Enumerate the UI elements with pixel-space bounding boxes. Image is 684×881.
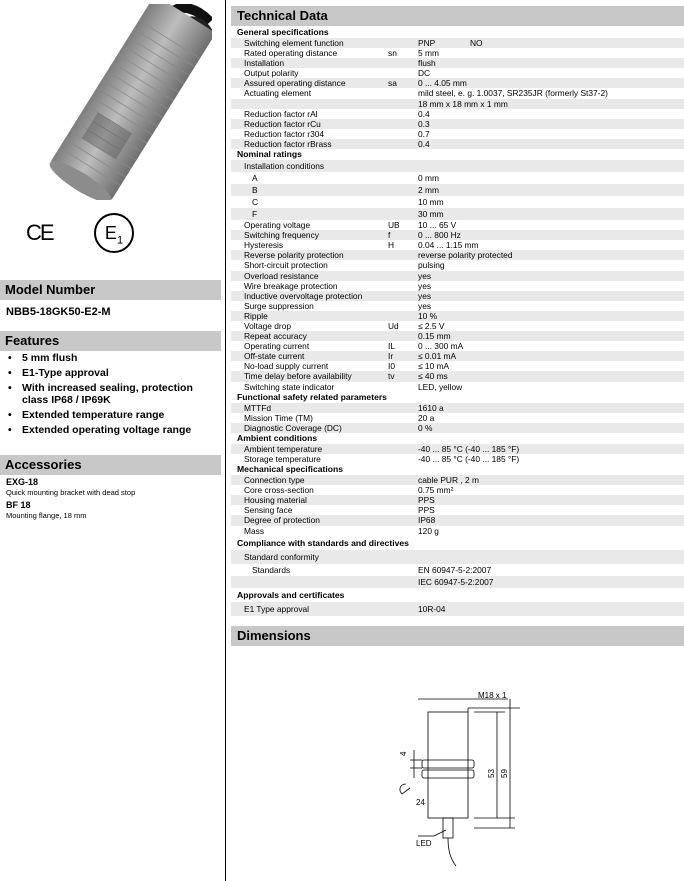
model-number-header: Model Number xyxy=(0,280,221,300)
spec-value: ≤ 2.5 V xyxy=(418,320,445,331)
spec-row xyxy=(231,139,684,149)
spec-section-header xyxy=(231,536,684,550)
spec-label: A xyxy=(252,173,258,184)
spec-value: PPS xyxy=(418,505,435,516)
spec-row xyxy=(231,58,684,68)
spec-row xyxy=(231,172,684,184)
spec-label: Storage temperature xyxy=(244,454,321,464)
spec-section-header xyxy=(231,464,684,475)
accessories-header: Accessories xyxy=(0,455,221,475)
spec-value: 0.04 ... 1.15 mm xyxy=(418,240,479,251)
spec-row xyxy=(231,196,684,208)
spec-label: Switching frequency xyxy=(244,230,319,241)
spec-value: yes xyxy=(418,270,432,281)
spec-label: No-load supply current xyxy=(244,361,329,372)
spec-value: 10 ... 65 V xyxy=(418,220,457,231)
dimensions-header: Dimensions xyxy=(231,626,684,646)
spec-row xyxy=(231,505,684,515)
feature-item: • Extended temperature range xyxy=(6,409,216,421)
dim-53-label: 53 xyxy=(487,769,496,778)
spec-value: yes xyxy=(418,290,432,301)
feature-item: • 5 mm flush xyxy=(6,352,216,364)
spec-label: Reduction factor rBrass xyxy=(244,138,332,149)
dim-59-label: 59 xyxy=(500,769,509,778)
spec-value: 0 mm xyxy=(418,173,439,184)
spec-row xyxy=(231,526,684,536)
spec-row xyxy=(231,220,684,230)
spec-value: mild steel, e. g. 1.0037, SR235JR (formerly St37-2) xyxy=(418,88,608,99)
spec-row xyxy=(231,208,684,220)
spec-label: Switching state indicator xyxy=(244,381,335,392)
feature-item: • E1-Type approval xyxy=(6,367,216,379)
spec-value: 10 % xyxy=(418,310,438,321)
spec-label: Output polarity xyxy=(244,68,299,79)
spec-value: PNP xyxy=(418,38,436,48)
spec-label: Short-circuit protection xyxy=(244,260,328,271)
spec-value: IEC 60947-5-2:2007 xyxy=(418,576,494,587)
spec-row xyxy=(231,129,684,139)
spec-row xyxy=(231,281,684,291)
spec-value: cable PUR , 2 m xyxy=(418,475,479,486)
left-column xyxy=(0,0,224,881)
spec-label: Operating current xyxy=(244,341,310,352)
spec-symbol: H xyxy=(388,240,395,251)
ce-mark-icon: CE xyxy=(26,220,53,245)
spec-label: Mission Time (TM) xyxy=(244,412,313,423)
spec-value: -40 ... 85 °C (-40 ... 185 °F) xyxy=(418,443,520,454)
spec-value: ≤ 0.01 mA xyxy=(418,351,457,362)
spec-symbol: UB xyxy=(388,220,400,231)
spec-row xyxy=(231,382,684,392)
spec-symbol: tv xyxy=(388,371,395,382)
spec-section-title: Ambient conditions xyxy=(237,432,318,443)
spec-row xyxy=(231,371,684,381)
spec-row xyxy=(231,184,684,196)
accessory-name: EXG-18 xyxy=(6,477,39,487)
spec-label: Surge suppression xyxy=(244,300,314,311)
spec-row xyxy=(231,475,684,485)
features-header: Features xyxy=(0,331,221,351)
dim-led-label: LED xyxy=(416,839,432,848)
dim-nut-label: 4 xyxy=(399,751,408,756)
spec-label: Off-state current xyxy=(244,351,305,362)
spec-symbol: sa xyxy=(388,78,397,89)
spec-label: Installation conditions xyxy=(244,161,325,172)
spec-label: Mass xyxy=(244,525,265,536)
spec-row xyxy=(231,331,684,341)
spec-label: Overload resistance xyxy=(244,270,319,281)
spec-label: Rated operating distance xyxy=(244,48,338,59)
spec-label: Assured operating distance xyxy=(244,78,346,89)
spec-row xyxy=(231,495,684,505)
column-divider xyxy=(225,0,226,881)
spec-section-header xyxy=(231,149,684,160)
spec-value: ≤ 40 ms xyxy=(418,371,448,382)
accessory-desc: Mounting flange, 18 mm xyxy=(6,511,87,520)
spec-row xyxy=(231,48,684,58)
spec-value: ≤ 10 mA xyxy=(418,361,450,372)
spec-value: 0.4 xyxy=(418,108,430,119)
spec-row xyxy=(231,321,684,331)
spec-value: 2 mm xyxy=(418,185,439,196)
spec-section-title: Mechanical specifications xyxy=(237,464,344,475)
spec-label: Housing material xyxy=(244,495,307,506)
spec-label: Time delay before availability xyxy=(244,371,352,382)
spec-value: yes xyxy=(418,280,432,291)
spec-row xyxy=(231,602,684,616)
spec-row xyxy=(231,485,684,495)
sensor-product-photo xyxy=(22,4,212,200)
spec-row xyxy=(231,99,684,109)
spec-label: Actuating element xyxy=(244,88,312,99)
spec-label: Wire breakage protection xyxy=(244,280,338,291)
spec-row xyxy=(231,413,684,423)
spec-label: E1 Type approval xyxy=(244,603,310,614)
spec-row xyxy=(231,550,684,564)
spec-label: Core cross-section xyxy=(244,485,314,496)
spec-row xyxy=(231,454,684,464)
spec-row xyxy=(231,301,684,311)
spec-row xyxy=(231,78,684,88)
feature-item: • Extended operating voltage range xyxy=(6,424,216,436)
spec-value: 0 ... 800 Hz xyxy=(418,230,461,241)
spec-value: 20 a xyxy=(418,412,435,423)
spec-row xyxy=(231,160,684,172)
spec-label: Sensing face xyxy=(244,505,293,516)
spec-value: 1610 a xyxy=(418,402,444,413)
spec-row xyxy=(231,260,684,270)
spec-label: C xyxy=(252,197,259,208)
spec-section-header xyxy=(231,433,684,444)
spec-section-title: General specifications xyxy=(237,27,329,37)
spec-value: 30 mm xyxy=(418,209,444,220)
spec-value: PPS xyxy=(418,495,435,506)
spec-value: DC xyxy=(418,68,431,79)
spec-table xyxy=(231,27,684,616)
spec-row xyxy=(231,240,684,250)
spec-label: F xyxy=(252,209,258,220)
technical-data-header: Technical Data xyxy=(231,6,684,26)
spec-row xyxy=(231,403,684,413)
spec-row xyxy=(231,515,684,525)
spec-row xyxy=(231,250,684,260)
spec-section-title: Functional safety related parameters xyxy=(237,391,387,402)
spec-value: 0.4 xyxy=(418,138,430,149)
spec-label: Diagnostic Coverage (DC) xyxy=(244,422,342,433)
spec-row xyxy=(231,423,684,433)
spec-value: 0.15 mm xyxy=(418,331,451,342)
spec-row xyxy=(231,230,684,240)
spec-value: 0.7 xyxy=(418,128,430,139)
spec-symbol: sn xyxy=(388,48,397,59)
spec-value-secondary: NO xyxy=(470,38,483,48)
spec-label: Standards xyxy=(252,564,291,575)
spec-value: yes xyxy=(418,300,432,311)
spec-label: B xyxy=(252,185,258,196)
spec-section-title: Nominal ratings xyxy=(237,149,302,160)
spec-symbol: I0 xyxy=(388,361,395,372)
spec-value: 5 mm xyxy=(418,48,439,59)
e1-approval-icon: $E_1$ xyxy=(94,213,134,253)
spec-label: Reduction factor r304 xyxy=(244,128,325,139)
spec-value: 120 g xyxy=(418,525,439,536)
spec-symbol: IL xyxy=(388,341,395,352)
accessory-desc: Quick mounting bracket with dead stop xyxy=(6,488,136,497)
spec-label: Hysteresis xyxy=(244,240,284,251)
spec-row xyxy=(231,119,684,129)
spec-label: Connection type xyxy=(244,475,305,486)
spec-label: MTTFd xyxy=(244,402,271,413)
spec-label: Installation xyxy=(244,58,285,69)
features-list xyxy=(6,352,216,439)
spec-value: 0.75 mm² xyxy=(418,485,454,496)
spec-section-title: Approvals and certificates xyxy=(237,589,345,600)
spec-value: EN 60947-5-2:2007 xyxy=(418,564,492,575)
spec-row xyxy=(231,341,684,351)
spec-value: -40 ... 85 °C (-40 ... 185 °F) xyxy=(418,454,520,464)
spec-row xyxy=(231,311,684,321)
spec-row xyxy=(231,576,684,588)
spec-label: Inductive overvoltage protection xyxy=(244,290,363,301)
spec-value: LED, yellow xyxy=(418,381,463,392)
accessory-name: BF 18 xyxy=(6,500,31,510)
spec-row xyxy=(231,291,684,301)
spec-symbol: f xyxy=(388,230,391,241)
spec-value: 0.3 xyxy=(418,118,430,129)
spec-label: Standard conformity xyxy=(244,551,319,562)
spec-row xyxy=(231,68,684,78)
spec-row xyxy=(231,109,684,119)
spec-value: 18 mm x 18 mm x 1 mm xyxy=(418,98,508,109)
spec-value: IP68 xyxy=(418,515,436,526)
spec-symbol: Ir xyxy=(388,351,394,362)
model-number-value: NBB5-18GK50-E2-M xyxy=(6,306,111,318)
spec-section-header xyxy=(231,27,684,38)
spec-symbol: Ud xyxy=(388,320,399,331)
spec-value: pulsing xyxy=(418,260,445,271)
spec-value: reverse polarity protected xyxy=(418,250,513,261)
dim-thread-label: M18 x 1 xyxy=(478,691,507,700)
dim-wrench-label: 24 xyxy=(416,798,425,807)
spec-section-header xyxy=(231,588,684,602)
spec-row xyxy=(231,564,684,576)
spec-row xyxy=(231,361,684,371)
spec-row xyxy=(231,444,684,454)
spec-value: 0 ... 4.05 mm xyxy=(418,78,467,89)
spec-label: Ambient temperature xyxy=(244,443,323,454)
spec-label: Reverse polarity protection xyxy=(244,250,344,261)
spec-row xyxy=(231,351,684,361)
spec-label: Switching element function xyxy=(244,38,344,48)
spec-row xyxy=(231,271,684,281)
spec-row xyxy=(231,88,684,98)
spec-label: Reduction factor rAl xyxy=(244,108,318,119)
spec-value: 10 mm xyxy=(418,197,444,208)
spec-label: Operating voltage xyxy=(244,220,311,231)
spec-label: Degree of protection xyxy=(244,515,320,526)
spec-value: 0 ... 300 mA xyxy=(418,341,464,352)
spec-section-header xyxy=(231,392,684,403)
dimensions-drawing xyxy=(370,688,570,868)
spec-label: Reduction factor rCu xyxy=(244,118,321,129)
spec-value: 10R-04 xyxy=(418,603,446,614)
spec-value: 0 % xyxy=(418,422,433,433)
feature-item: • With increased sealing, protection class IP68 / IP69K xyxy=(6,382,216,406)
spec-row xyxy=(231,38,684,48)
spec-value: flush xyxy=(418,58,436,69)
spec-label: Repeat accuracy xyxy=(244,331,307,342)
spec-section-title: Compliance with standards and directives xyxy=(237,537,409,548)
spec-label: Voltage drop xyxy=(244,320,292,331)
spec-label: Ripple xyxy=(244,310,268,321)
